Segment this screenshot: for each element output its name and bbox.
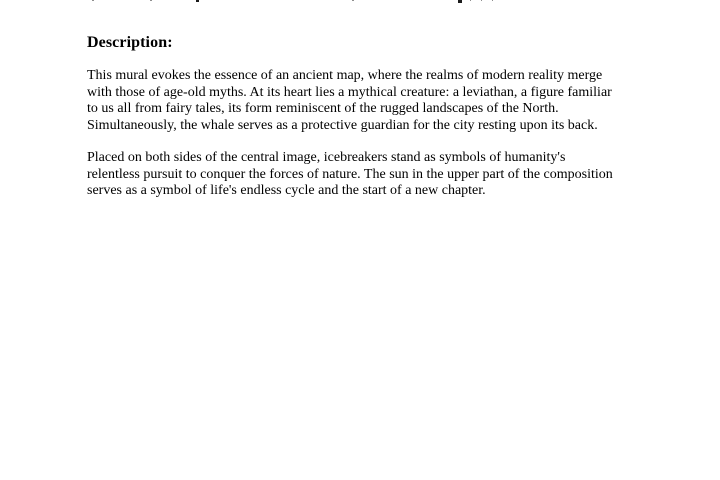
- clipped-text-fragment: [492, 0, 493, 1]
- paragraph-icebreakers-sun: [87, 150, 613, 200]
- text-line: to us all from fairy tales, its form reminiscent of the rugged landscapes of the North.: [87, 101, 559, 116]
- text-line: Placed on both sides of the central image, icebreakers stand as symbols of humanity's: [87, 150, 566, 165]
- text-line: This mural evokes the essence of an ancient map, where the realms of modern reality merge: [87, 68, 603, 83]
- clipped-text-fragment: [92, 0, 94, 1]
- text-line: serves as a symbol of life's endless cycle and the start of a new chapter.: [87, 183, 486, 198]
- clipped-text-fragment: [352, 0, 354, 1]
- text-line: with those of age-old myths. At its heart lies a mythical creature: a leviathan, a figure familiar: [87, 84, 612, 100]
- text-line: Simultaneously, the whale serves as a protective guardian for the city resting upon its back.: [87, 117, 598, 133]
- paragraph-mural-description: [87, 68, 612, 134]
- clipped-text-fragment: [150, 0, 152, 1]
- section-heading: Description:: [87, 34, 173, 51]
- clipped-text-fragment: [481, 0, 482, 1]
- clipped-top-text-line: [0, 0, 720, 4]
- clipped-text-fragment: [196, 0, 199, 2]
- clipped-text-fragment: [470, 0, 471, 1]
- text-line: relentless pursuit to conquer the forces of nature. The sun in the upper part of the composition: [87, 166, 613, 182]
- clipped-text-fragment: [458, 0, 462, 3]
